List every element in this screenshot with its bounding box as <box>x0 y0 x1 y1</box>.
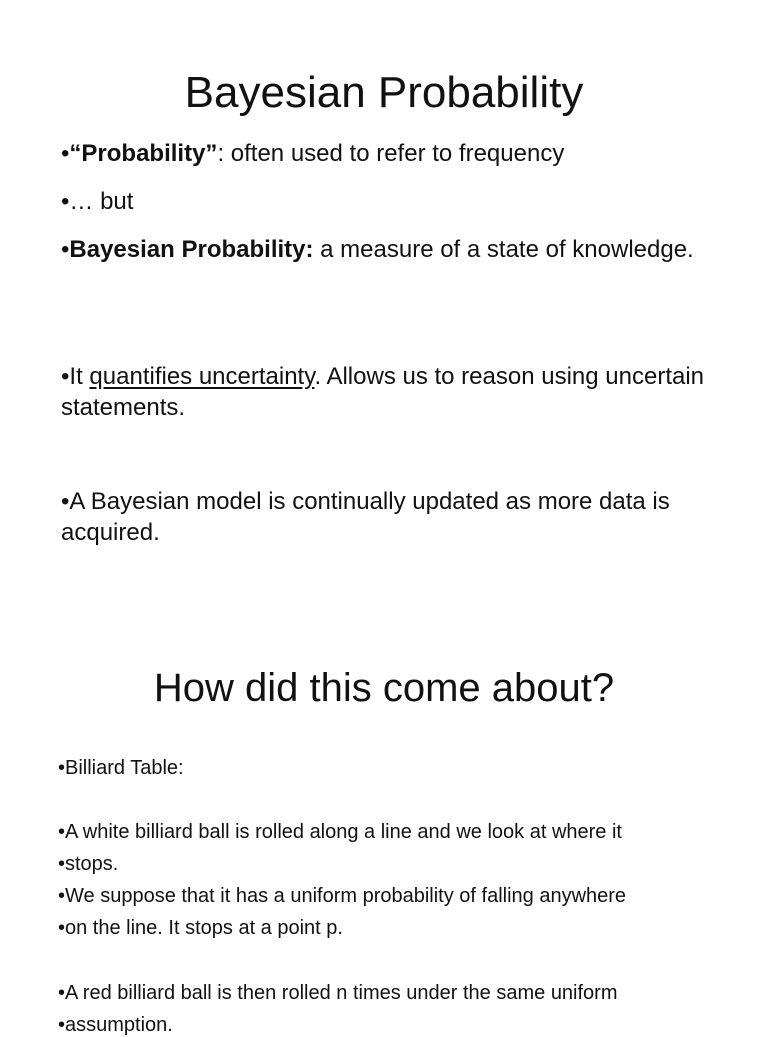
bullet-marker: • <box>61 140 70 167</box>
bullet-probability-definition <box>61 138 721 169</box>
bullet-line: •A white billiard ball is rolled along a line and we look at where it <box>58 821 622 843</box>
bullet-model-updated <box>61 486 721 548</box>
bullet-line: •stops. <box>58 853 119 875</box>
bullet-but <box>61 186 721 217</box>
bullet-text: : often used to refer to frequency <box>217 140 565 167</box>
slide-title: How did this come about? <box>153 666 615 710</box>
bullet-line: •We suppose that it has a uniform probability of falling anywhere <box>58 885 627 907</box>
bullet-line: •Billiard Table: <box>58 757 184 779</box>
bullet-line: •A red billiard ball is then rolled n times under the same uniform <box>58 982 618 1004</box>
bold-term: “Probability” <box>69 140 218 167</box>
bullet-marker: • <box>61 236 70 263</box>
bullet-marker: • <box>61 363 70 390</box>
bullet-line: •assumption. <box>58 1014 173 1036</box>
bullet-marker: • <box>61 488 70 515</box>
bullet-text-pre: It <box>69 363 90 390</box>
bullet-marker: • <box>61 188 70 215</box>
bullet-quantifies-uncertainty <box>61 361 721 423</box>
underlined-phrase: quantifies uncertainty <box>89 363 315 390</box>
bullet-text: … but <box>69 188 134 215</box>
bullet-text: a measure of a state of knowledge. <box>313 236 694 263</box>
bullet-text: A Bayesian model is continually updated as more data is acquired. <box>61 488 670 546</box>
bullet-text: . Allows us to reason using uncertain statements. <box>61 363 705 421</box>
bold-term: Bayesian Probability: <box>69 236 314 263</box>
slide-title: Bayesian Probability <box>184 68 584 117</box>
bullet-line: •on the line. It stops at a point p. <box>58 917 343 939</box>
slide-how-did-this-come-about <box>0 640 768 1036</box>
bullet-bayesian-definition <box>61 234 721 265</box>
